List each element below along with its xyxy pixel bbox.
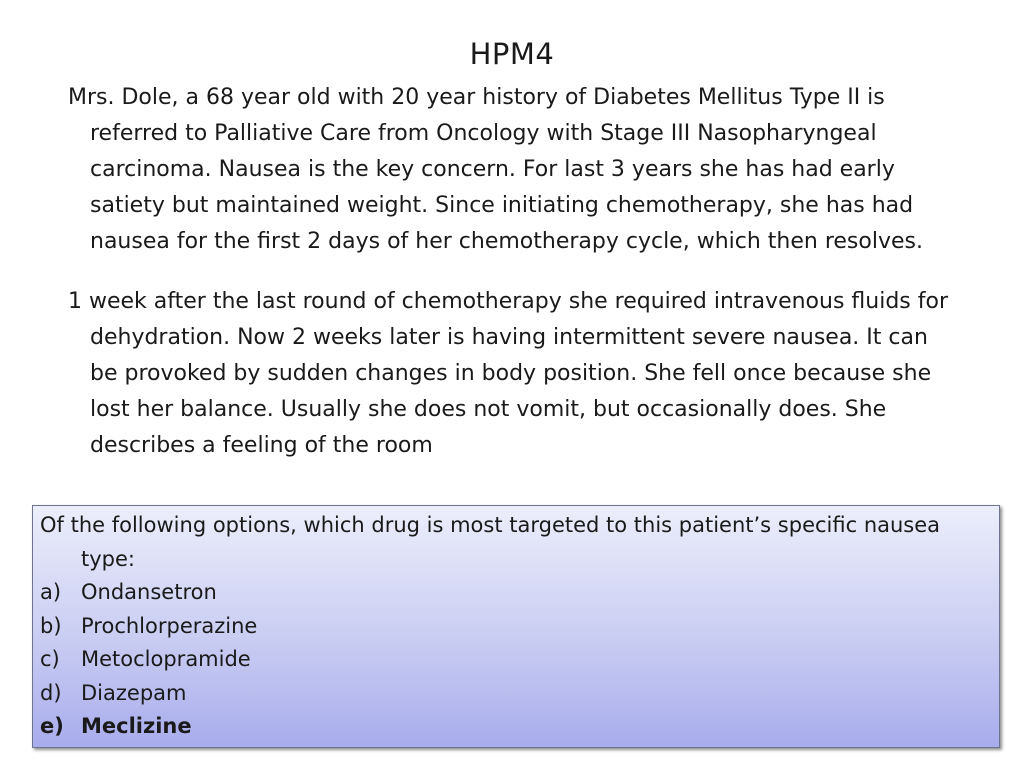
option-text: Diazepam bbox=[81, 680, 187, 705]
option-e-correct bbox=[40, 710, 991, 744]
question-stem: Of the following options, which drug is most targeted to this patient’s specific nausea type: bbox=[40, 513, 941, 571]
case-paragraph-2: 1 week after the last round of chemotherapy she required intravenous fluids for dehydration. Now 2 weeks later is having intermittent severe nausea. It can be provoked by sudden changes in body position. She fell once because she lost her balance. Usually she does not vomit, but occasionally does. She describes a feeling of the room bbox=[68, 289, 948, 458]
option-letter: e) bbox=[40, 714, 64, 738]
option-d bbox=[40, 677, 991, 711]
case-description bbox=[68, 80, 958, 498]
option-c bbox=[40, 643, 991, 677]
option-letter: d) bbox=[40, 680, 62, 705]
case-paragraph-1: Mrs. Dole, a 68 year old with 20 year history of Diabetes Mellitus Type II is referred to Palliative Care from Oncology with Stage III Nasopharyngeal carcinoma. Nausea is the key concern. For last 3 years she has had early satiety but maintained weight. Since initiating chemotherapy, she has had nausea for the first 2 days of her chemotherapy cycle, which then resolves. bbox=[68, 85, 923, 254]
option-text: Metoclopramide bbox=[81, 647, 251, 671]
option-letter: c) bbox=[40, 647, 60, 671]
option-letter: a) bbox=[40, 580, 62, 604]
option-letter: b) bbox=[40, 613, 62, 638]
slide-title: HPM4 bbox=[469, 37, 555, 71]
option-text: Ondansetron bbox=[81, 580, 217, 604]
option-a bbox=[40, 576, 991, 610]
option-text: Prochlorperazine bbox=[81, 613, 258, 638]
option-b bbox=[40, 610, 991, 644]
answer-options bbox=[40, 576, 991, 744]
option-text: Meclizine bbox=[81, 714, 192, 738]
question-box bbox=[32, 505, 1000, 748]
